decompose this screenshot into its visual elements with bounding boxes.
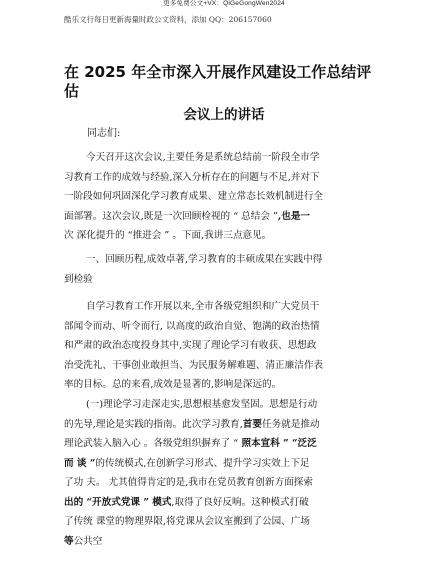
- promo-banner: 更多免费公文+VX：QiGeGongWen2024: [163, 0, 285, 7]
- document-subtitle: 会议上的讲话: [183, 107, 265, 123]
- paragraph-line: 率的目标。总的来看,成效是显著的,影响是深远的。: [64, 379, 282, 390]
- text-run: 面部署。这次会议,既是一次回顾检视的 “ 总结会 ”: [64, 210, 278, 222]
- paragraph-line: 习教育工作的成效与经验,深入分析存在的问题与不足,并对下: [64, 171, 320, 183]
- paragraph-line: 治受洗礼、干事创业敢担当、为民服务解难题、清正廉洁作表: [64, 359, 324, 371]
- bold-run: 而 谈 ”: [64, 457, 96, 469]
- bold-run: 出的 “开放式党课 ”: [64, 496, 149, 508]
- bold-run: ,也是一: [277, 210, 311, 222]
- paragraph-theory-study: [64, 395, 380, 551]
- text-run: 公共空: [73, 535, 103, 547]
- paragraph-line: [64, 415, 380, 435]
- paragraph-line: [64, 207, 380, 227]
- text-run: 任务就是推动: [261, 418, 320, 430]
- paragraph-achievements: [64, 297, 380, 395]
- paragraph-intro: [64, 148, 380, 246]
- heading-line: 一、回顾历程,成效卓著,学习教育的丰硕成果在实践中得: [86, 254, 323, 265]
- paragraph-line: 了传统 课堂的物理界限,将党课从会议室搬到了公园、广场: [64, 516, 310, 527]
- bold-run: “泛泛: [288, 438, 317, 449]
- paragraph-line: (一)理论学习走深走实,思想根基愈发坚固。思想是行动: [86, 399, 318, 410]
- paragraph-line: 今天召开这次会议,主要任务是系统总结前一阶段全市学: [86, 152, 320, 163]
- paragraph-line: [64, 532, 380, 552]
- paragraph-line: 一阶段如何巩固深化学习教育成果、建立常态长效机制进行全: [64, 191, 324, 202]
- heading-line: 到检验: [64, 273, 93, 285]
- title-line-2: 估: [64, 82, 80, 100]
- paragraph-line: 和严肃的政治态度投身其中,实现了理论学习有收获、思想政: [64, 340, 317, 351]
- paragraph-line: 次 深化提升的 “推进会 ” 。下面,我讲三点意见。: [64, 230, 272, 241]
- document-title: [64, 63, 374, 101]
- paragraph-line: [64, 434, 380, 454]
- text-run: 理论武装入脑入心 。各级党组织摒弃了 “: [64, 438, 239, 449]
- bold-run: 等: [64, 535, 74, 547]
- text-run: 的先导,理论是实践的指南。此次学习教育,: [64, 418, 243, 430]
- bold-run: 首要: [242, 418, 262, 430]
- text-run: 的传统模式,在创新学习形式、提升学习实效上下足: [95, 457, 310, 469]
- bold-run: 照本宣科 ”: [238, 438, 289, 449]
- title-line-1: 在 2025 年全市深入开展作风建设工作总结评: [64, 63, 372, 81]
- bold-run: 模式: [148, 496, 172, 508]
- paragraph-line: [64, 493, 380, 513]
- salutation: 同志们:: [87, 128, 121, 139]
- source-line: 酷乐文行每日更新海量时政公文资料，添加 QQ：206157060: [64, 15, 272, 24]
- paragraph-line: 自学习教育工作开展以来,全市各级党组织和广大党员干: [86, 301, 320, 312]
- text-run: ,取得了良好反响。这种模式打破: [171, 496, 309, 508]
- paragraph-line: 了功 夫。 尤其值得肯定的是,我市在党员教育创新方面探索: [64, 477, 313, 488]
- section-heading-1: [64, 250, 380, 289]
- paragraph-line: 部闻令而动、听令而行, 以高度的政治自觉、饱满的政治热情: [64, 320, 320, 332]
- paragraph-line: [64, 454, 380, 474]
